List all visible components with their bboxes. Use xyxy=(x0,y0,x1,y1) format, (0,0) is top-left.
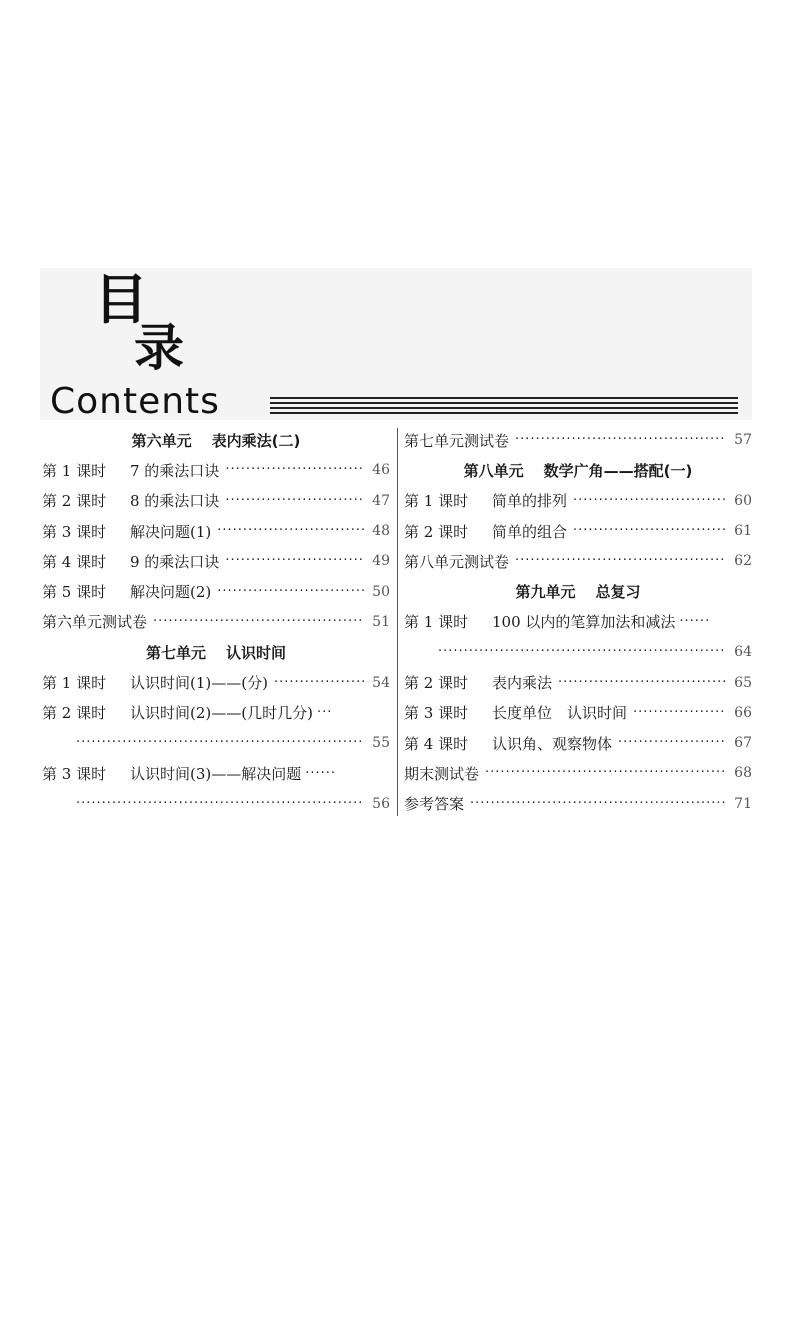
page-number: 65 xyxy=(734,674,752,691)
unit-name: 表内乘法(二) xyxy=(211,431,301,450)
lesson-number: 第 2 课时 xyxy=(42,704,107,723)
unit-heading-7 xyxy=(42,637,390,667)
lesson-title: 解决问题(1) xyxy=(130,522,212,541)
lesson-number: 第 1 课时 xyxy=(42,461,107,480)
toc-entry-8-1[interactable] xyxy=(404,486,752,516)
lesson-number: 第 3 课时 xyxy=(42,764,107,783)
page-number: 57 xyxy=(734,432,752,449)
dot-leader xyxy=(225,492,364,510)
lesson-number: 第 2 课时 xyxy=(42,492,107,511)
page-number: 66 xyxy=(734,704,752,721)
dot-leader xyxy=(225,552,364,570)
page-number: 48 xyxy=(372,523,390,540)
column-divider xyxy=(397,428,398,816)
toc-entry-9-1[interactable] xyxy=(404,607,752,637)
dot-leader xyxy=(274,674,364,692)
toc-entry-6-2[interactable] xyxy=(42,486,390,516)
lesson-number: 第 4 课时 xyxy=(42,552,107,571)
dot-leader xyxy=(515,431,726,449)
lesson-number: 第 1 课时 xyxy=(42,674,107,693)
toc-entry-6-5[interactable] xyxy=(42,576,390,606)
lesson-title: 解决问题(2) xyxy=(130,583,212,602)
dot-leader xyxy=(485,764,726,782)
page-number: 54 xyxy=(372,674,390,691)
unit-number: 第九单元 xyxy=(515,583,576,602)
toc-entry-9-3[interactable] xyxy=(404,698,752,728)
unit-name: 数学广角——搭配(一) xyxy=(543,461,693,480)
lesson-title: 认识时间(3)——解决问题 xyxy=(130,764,302,783)
dot-leader xyxy=(470,795,726,813)
lesson-title: 表内乘法 xyxy=(492,674,553,693)
dot-leader: ······ xyxy=(679,614,711,630)
test-title: 第七单元测试卷 xyxy=(404,431,510,450)
dot-leader xyxy=(573,492,726,510)
toc-entry-answers[interactable] xyxy=(404,789,752,819)
toc-entry-6-4[interactable] xyxy=(42,546,390,576)
lesson-number: 第 2 课时 xyxy=(404,522,469,541)
lesson-title: 认识角、观察物体 xyxy=(492,734,613,753)
toc-entry-test-7[interactable] xyxy=(404,425,752,455)
unit-number: 第六单元 xyxy=(131,431,192,450)
dot-leader xyxy=(618,734,726,752)
page-number: 68 xyxy=(734,765,752,782)
unit-name: 认识时间 xyxy=(226,643,287,662)
dot-leader xyxy=(76,734,364,752)
lesson-title: 9 的乘法口诀 xyxy=(130,552,220,571)
page-number: 46 xyxy=(372,462,390,479)
answers-title: 参考答案 xyxy=(404,795,465,814)
unit-heading-8 xyxy=(404,455,752,485)
lesson-title: 简单的排列 xyxy=(492,492,568,511)
toc-entry-8-2[interactable] xyxy=(404,516,752,546)
dot-leader xyxy=(217,583,364,601)
toc-entry-7-2-cont[interactable] xyxy=(42,728,390,758)
dot-leader xyxy=(558,674,726,692)
dot-leader xyxy=(633,704,726,722)
dot-leader xyxy=(225,461,364,479)
dot-leader xyxy=(573,522,726,540)
dot-leader xyxy=(217,522,364,540)
unit-heading-6 xyxy=(42,425,390,455)
lesson-title: 长度单位 认识时间 xyxy=(492,704,628,723)
page-number: 56 xyxy=(372,795,390,812)
lesson-title: 7 的乘法口诀 xyxy=(130,461,220,480)
title-char-lu: 录 xyxy=(134,319,184,377)
page-number: 50 xyxy=(372,583,390,600)
title-char-mu: 目 xyxy=(94,268,148,331)
lesson-title: 认识时间(2)——(几时几分) xyxy=(130,704,313,723)
lesson-number: 第 3 课时 xyxy=(42,522,107,541)
page-number: 47 xyxy=(372,492,390,509)
dot-leader xyxy=(438,643,726,661)
toc-entry-7-2[interactable] xyxy=(42,698,390,728)
unit-number: 第七单元 xyxy=(145,643,206,662)
toc-entry-final-test[interactable] xyxy=(404,758,752,788)
lesson-number: 第 4 课时 xyxy=(404,734,469,753)
toc-entry-9-1-cont[interactable] xyxy=(404,637,752,667)
test-title: 第六单元测试卷 xyxy=(42,613,148,632)
toc-entry-test-6[interactable] xyxy=(42,607,390,637)
lesson-title: 8 的乘法口诀 xyxy=(130,492,220,511)
page-number: 49 xyxy=(372,553,390,570)
lesson-number: 第 3 课时 xyxy=(404,704,469,723)
title-rules xyxy=(270,397,738,415)
lesson-title: 认识时间(1)——(分) xyxy=(130,674,268,693)
lesson-number: 第 1 课时 xyxy=(404,492,469,511)
toc-entry-7-3-cont[interactable] xyxy=(42,789,390,819)
toc-entry-test-8[interactable] xyxy=(404,546,752,576)
page-number: 55 xyxy=(372,735,390,752)
page-number: 61 xyxy=(734,523,752,540)
toc-entry-6-1[interactable] xyxy=(42,455,390,485)
unit-heading-9 xyxy=(404,576,752,606)
unit-number: 第八单元 xyxy=(463,461,524,480)
page-number: 62 xyxy=(734,553,752,570)
toc-entry-9-2[interactable] xyxy=(404,667,752,697)
test-title: 期末测试卷 xyxy=(404,764,480,783)
page-number: 67 xyxy=(734,735,752,752)
toc-entry-6-3[interactable] xyxy=(42,516,390,546)
page-number: 64 xyxy=(734,644,752,661)
lesson-number: 第 1 课时 xyxy=(404,613,469,632)
toc-entry-7-1[interactable] xyxy=(42,667,390,697)
toc-entry-7-3[interactable] xyxy=(42,758,390,788)
toc-entry-9-4[interactable] xyxy=(404,728,752,758)
lesson-title: 100 以内的笔算加法和减法 xyxy=(492,613,676,632)
dot-leader xyxy=(76,795,364,813)
dot-leader: ··· xyxy=(316,705,333,721)
lesson-number: 第 5 课时 xyxy=(42,583,107,602)
page-number: 71 xyxy=(734,795,752,812)
toc-left-column xyxy=(42,425,390,819)
dot-leader xyxy=(153,613,364,631)
unit-name: 总复习 xyxy=(595,583,641,602)
dot-leader xyxy=(515,552,726,570)
page-number: 60 xyxy=(734,492,752,509)
lesson-title: 简单的组合 xyxy=(492,522,568,541)
toc-right-column xyxy=(404,425,752,819)
lesson-number: 第 2 课时 xyxy=(404,674,469,693)
test-title: 第八单元测试卷 xyxy=(404,552,510,571)
dot-leader: ······ xyxy=(305,765,337,781)
page-number: 51 xyxy=(372,613,390,630)
title-contents: Contents xyxy=(50,381,220,422)
